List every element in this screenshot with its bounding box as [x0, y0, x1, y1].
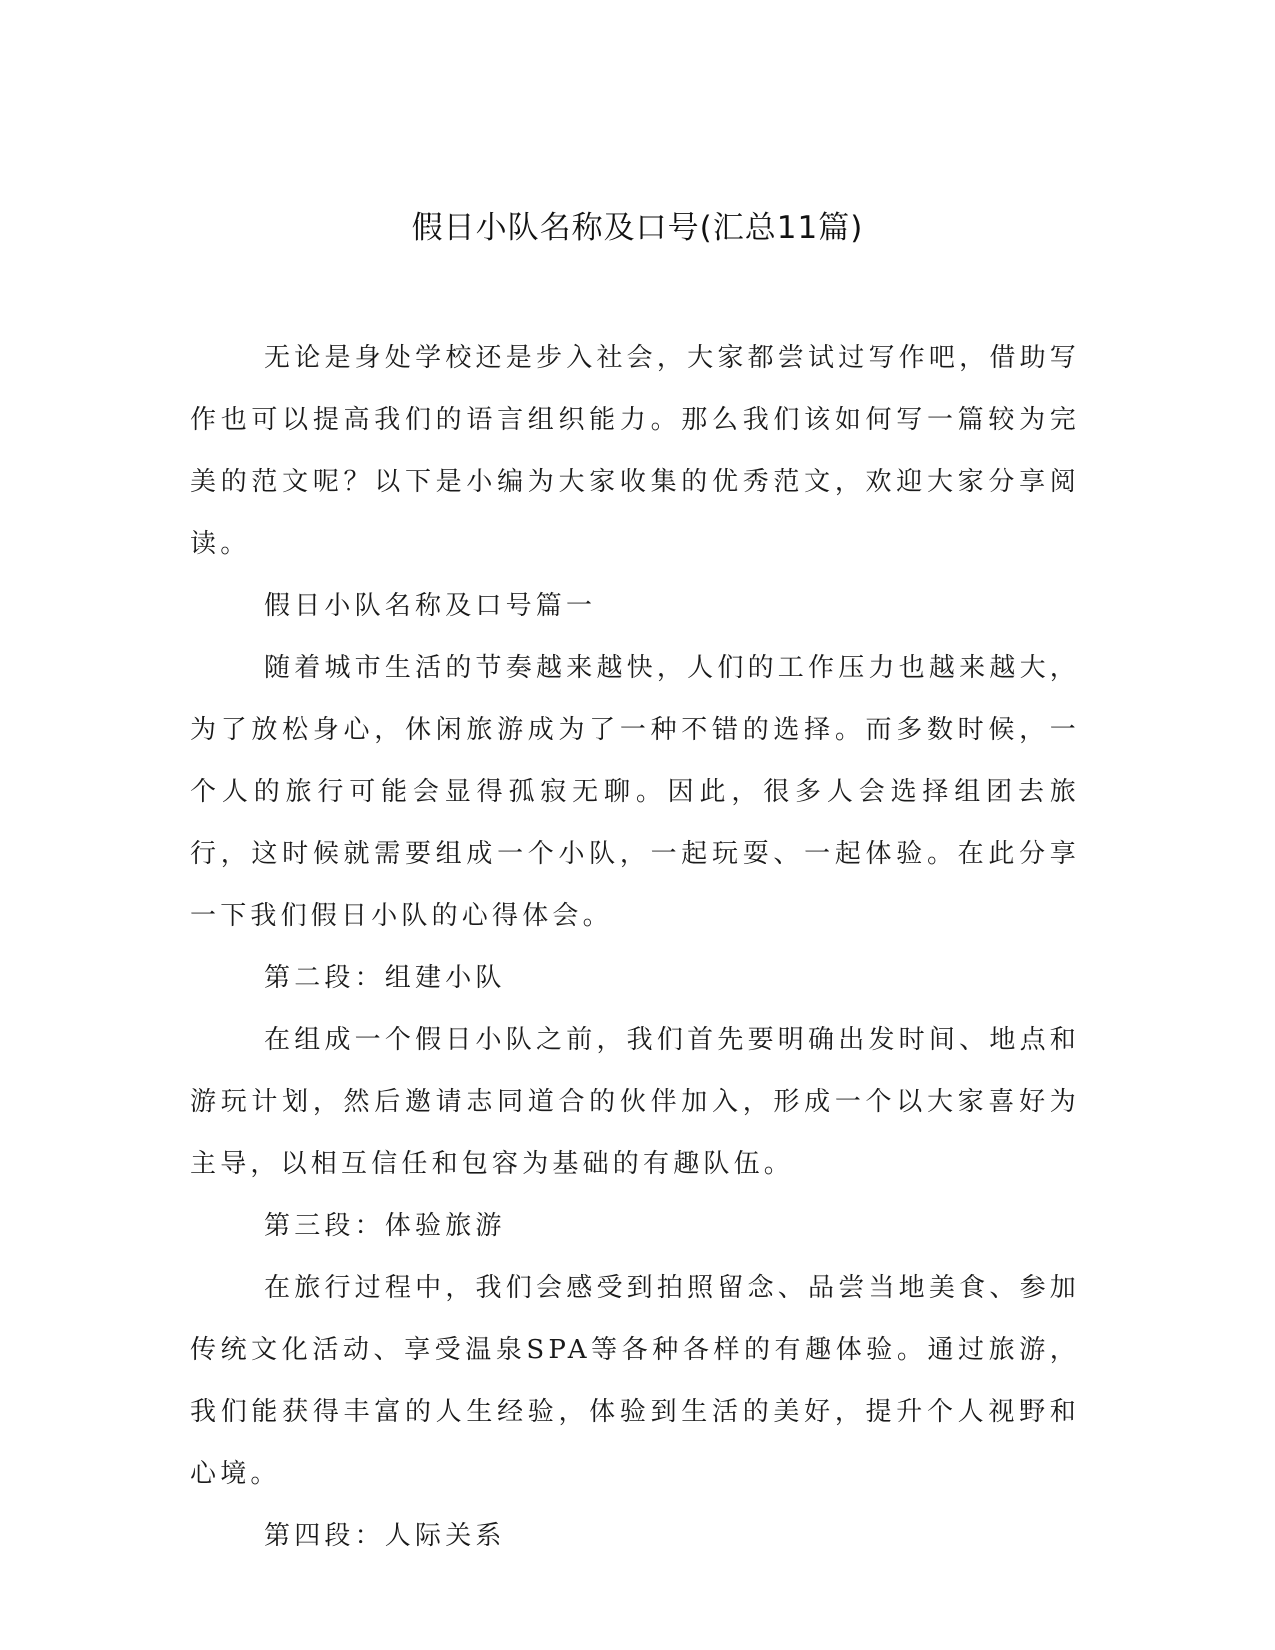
body-paragraph-1: 随着城市生活的节奏越来越快，人们的工作压力也越来越大，为了放松身心，休闲旅游成为了一种不错的选择。而多数时候，一个人的旅行可能会显得孤寂无聊。因此，很多人会选择组团去旅行，这时候就需要组成一个小队，一起玩耍、一起体验。在此分享一下我们假日小队的心得体会。 [190, 653, 1080, 931]
body-paragraph-2: 在组成一个假日小队之前，我们首先要明确出发时间、地点和游玩计划，然后邀请志同道合的伙伴加入，形成一个以大家喜好为主导，以相互信任和包容为基础的有趣队伍。 [190, 1025, 1080, 1179]
intro-paragraph: 无论是身处学校还是步入社会，大家都尝试过写作吧，借助写作也可以提高我们的语言组织能力。那么我们该如何写一篇较为完美的范文呢？以下是小编为大家收集的优秀范文，欢迎大家分享阅读。 [190, 343, 1080, 559]
section-heading-4: 第四段：人际关系 [264, 1521, 506, 1551]
section-heading-2: 第二段：组建小队 [264, 963, 506, 993]
body-paragraph-3: 在旅行过程中，我们会感受到拍照留念、品尝当地美食、参加传统文化活动、享受温泉SPA等各种各样的有趣体验。通过旅游，我们能获得丰富的人生经验，体验到生活的美好，提升个人视野和心境。 [190, 1273, 1080, 1489]
document-title: 假日小队名称及口号(汇总11篇) [411, 210, 864, 246]
section-heading-part-one: 假日小队名称及口号篇一 [264, 591, 597, 621]
document-body [190, 327, 1080, 1567]
section-heading-3: 第三段：体验旅游 [264, 1211, 506, 1241]
